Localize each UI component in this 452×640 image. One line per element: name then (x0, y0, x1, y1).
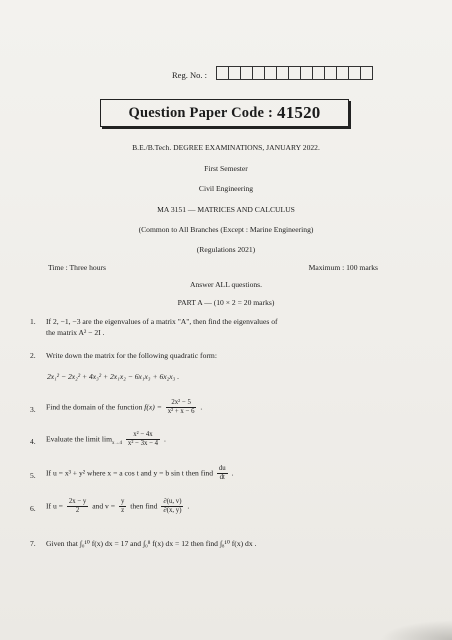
question-5 (30, 465, 420, 482)
question-text: then find (130, 501, 158, 511)
question-text: Write down the matrix for the following quadratic form: (46, 351, 217, 360)
maximum-label: Maximum : 100 marks (308, 263, 378, 272)
question-text: Given that ∫₀¹⁰ f(x) dx = 17 and ∫₀⁸ f(x) dx = 12 then find ∫₈¹⁰ f(x) dx . (46, 539, 257, 548)
semester-line: First Semester (204, 164, 248, 173)
fraction-denominator: 2 (75, 507, 80, 514)
reg-no-label: Reg. No. : (172, 70, 207, 80)
fraction-numerator: 2x² − 5 (166, 399, 197, 408)
page-corner-shadow (380, 620, 452, 640)
question-number: 4. (30, 437, 36, 446)
time-label: Time : Three hours (48, 263, 107, 272)
qpc-label: Question Paper Code : (128, 104, 273, 121)
punctuation: . (187, 501, 190, 511)
question-text: Find the domain of the function (46, 402, 143, 412)
question-6 (30, 498, 420, 515)
question-text: If 2, −1, −3 are the eigenvalues of a matrix "A", then find the eigenvalues of (46, 317, 278, 326)
fraction-denominator: ∂(x, y) (163, 507, 182, 514)
question-text: and v = (92, 501, 116, 511)
question-text: If u = (46, 501, 63, 511)
punctuation: . (231, 468, 234, 478)
part-a-heading: PART A — (10 × 2 = 20 marks) (177, 298, 275, 307)
degree-line: B.E./B.Tech. DEGREE EXAMINATIONS, JANUARY 2022. (132, 143, 320, 152)
instruction-line: Answer ALL questions. (189, 280, 263, 289)
question-7 (30, 538, 420, 549)
department-line: Civil Engineering (198, 184, 254, 193)
punctuation: . (163, 434, 166, 444)
time-marks-row (48, 263, 378, 272)
question-text: If u = x³ + y² where x = a cos t and y = b sin t then find (46, 468, 213, 478)
question-4 (30, 431, 420, 449)
fraction-numerator: x² − 4x (126, 431, 160, 440)
fraction-denominator: z (121, 507, 125, 514)
question-number: 2. (30, 351, 36, 360)
function-name: f(x) = (144, 402, 162, 412)
fraction-denominator: x² + x − 6 (167, 408, 195, 415)
limit-subscript: x→4 (112, 440, 123, 446)
question-number: 7. (30, 539, 36, 548)
question-number: 1. (30, 317, 36, 326)
fraction-numerator: du (218, 465, 226, 472)
common-line: (Common to All Branches (Except : Marine Engineering) (138, 225, 314, 234)
regulations-line: (Regulations 2021) (196, 245, 256, 254)
fraction-denominator: x² − 3x − 4 (127, 440, 159, 447)
reg-box (360, 66, 373, 80)
fraction (67, 498, 88, 515)
punctuation: . (200, 402, 203, 412)
fraction (126, 431, 160, 448)
fraction-numerator: 2x − y (68, 498, 87, 505)
quadratic-form: 2x₁² − 2x₂² + 4x₃² + 2x₁x₂ − 6x₁x₃ + 6x₂x₃ . (47, 372, 180, 381)
question-text: Evaluate the limit lim (46, 434, 113, 444)
question-number: 5. (30, 471, 36, 480)
fraction-denominator: dt (219, 474, 225, 481)
fraction (119, 498, 126, 515)
question-3 (30, 399, 420, 416)
question-text-cont: the matrix A² − 2I . (46, 328, 105, 337)
jacobian-fraction (161, 498, 183, 515)
question-number: 3. (30, 405, 36, 414)
fraction-numerator: ∂(u, v) (163, 498, 182, 505)
fraction (166, 399, 197, 416)
question-number: 6. (30, 504, 36, 513)
question-paper-code-box (100, 99, 349, 127)
fraction (217, 465, 228, 482)
reg-no-boxes (217, 66, 373, 80)
question-2 (30, 350, 420, 361)
course-line: MA 3151 — MATRICES AND CALCULUS (157, 205, 295, 214)
question-1 (30, 316, 420, 338)
qpc-number: 41520 (277, 103, 321, 122)
fraction-numerator: y (120, 498, 125, 505)
